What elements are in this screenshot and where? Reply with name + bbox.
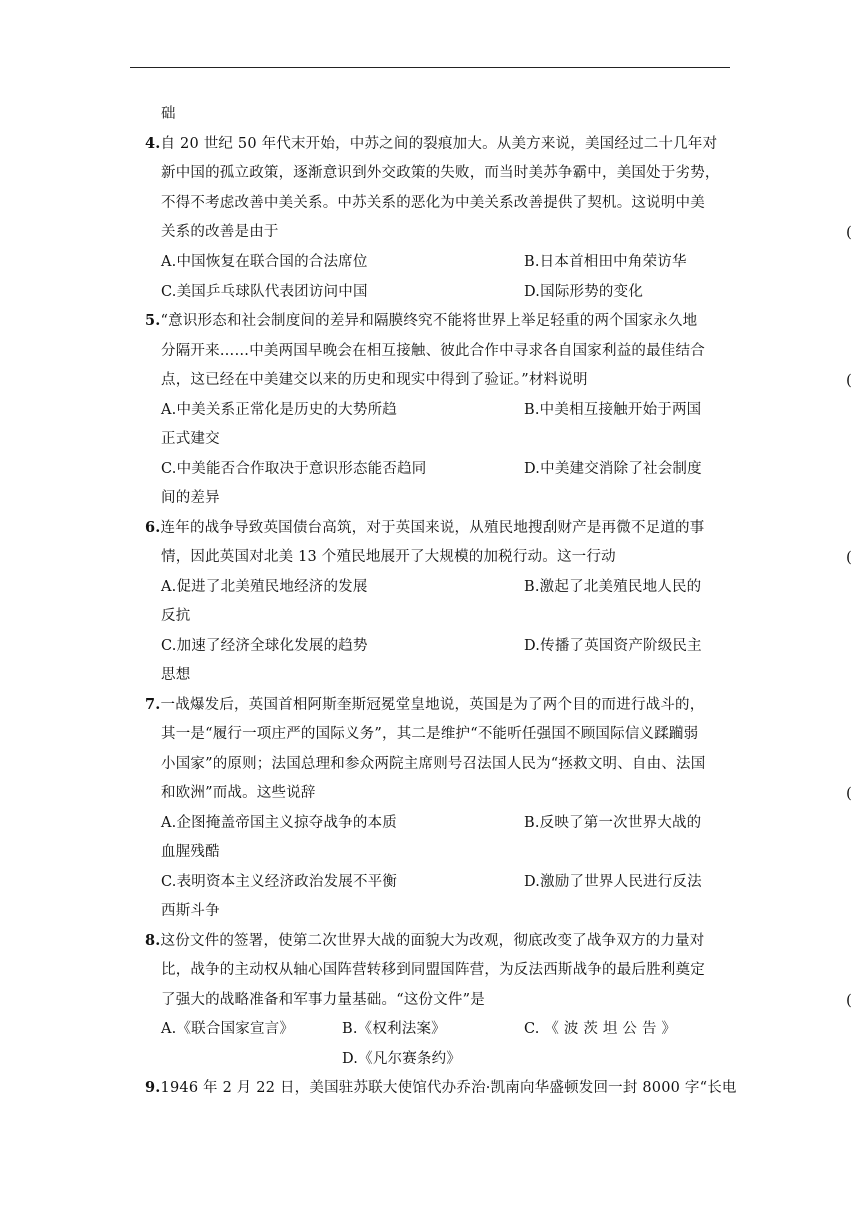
question-8-line-3: 了强大的战略准备和军事力量基础。“这份文件”是 — [161, 992, 485, 1008]
question-8-line-1: 8.这份文件的签署，使第二次世界大战的面貌大为改观，彻底改变了战争双方的力量对 — [145, 932, 705, 949]
question-number: 7. — [145, 696, 161, 713]
option-b: B.日本首相田中角荣访华 — [524, 254, 687, 270]
carry-over-text: 础 — [161, 106, 176, 122]
question-7-line-4: 和欧洲”而战。这些说辞 — [161, 785, 316, 801]
option-a: A.中美关系正常化是历史的大势所趋 — [161, 402, 397, 418]
option-a: A.《联合国家宣言》 — [161, 1021, 295, 1037]
option-d: D.激励了世界人民进行反法 — [524, 874, 702, 890]
option-d: D.《凡尔赛条约》 — [342, 1051, 462, 1067]
question-8-line-2: 比，战争的主动权从轴心国阵营转移到同盟国阵营，为反法西斯战争的最后胜利奠定 — [161, 962, 705, 978]
option-b: B.《权利法案》 — [342, 1021, 446, 1037]
option-a: A.企图掩盖帝国主义掠夺战争的本质 — [161, 815, 397, 831]
option-a: A.促进了北美殖民地经济的发展 — [161, 579, 368, 595]
question-4-line-1: 4.自 20 世纪 50 年代末开始，中苏之间的裂痕加大。从美方来说，美国经过二十几年对 — [145, 135, 718, 152]
option-b: B.激起了北美殖民地人民的 — [524, 579, 702, 595]
question-5-line-3: 点，这已经在中美建交以来的历史和现实中得到了验证。”材料说明 — [161, 372, 588, 388]
question-number: 4. — [145, 135, 161, 152]
option-d: D.中美建交消除了社会制度 — [524, 461, 702, 477]
option-d-wrap: 西斯斗争 — [161, 903, 220, 919]
question-number: 8. — [145, 932, 161, 949]
option-c: C. 《 波 茨 坦 公 告 》 — [524, 1021, 677, 1037]
question-number: 5. — [145, 312, 161, 329]
answer-paren: ( — [846, 548, 852, 566]
question-6-line-1: 6.连年的战争导致英国债台高筑，对于英国来说，从殖民地搜刮财产是再微不足道的事 — [145, 519, 705, 536]
option-a: A.中国恢复在联合国的合法席位 — [161, 254, 368, 270]
answer-paren: ( — [846, 784, 852, 802]
question-4-line-3: 不得不考虑改善中美关系。中苏关系的恶化为中美关系改善提供了契机。这说明中美 — [161, 195, 705, 211]
question-4-line-2: 新中国的孤立政策，逐渐意识到外交政策的失败，而当时美苏争霸中，美国处于劣势， — [161, 165, 720, 181]
option-c: C.表明资本主义经济政治发展不平衡 — [161, 874, 398, 890]
option-d-wrap: 思想 — [161, 667, 191, 683]
question-7-line-3: 小国家”的原则；法国总理和参众两院主席则号召法国人民为“拯救文明、自由、法国 — [161, 756, 706, 772]
option-b: B.反映了第一次世界大战的 — [524, 815, 702, 831]
option-b: B.中美相互接触开始于两国 — [524, 402, 702, 418]
option-b-wrap: 反抗 — [161, 608, 191, 624]
question-number: 9. — [145, 1079, 161, 1096]
question-5-line-1: 5.“意识形态和社会制度间的差异和隔膜终究不能将世界上举足轻重的两个国家永久地 — [145, 312, 698, 329]
question-5-line-2: 分隔开来……中美两国早晚会在相互接触、彼此合作中寻求各自国家利益的最佳结合 — [161, 343, 705, 359]
answer-paren: ( — [846, 991, 852, 1009]
question-9-line-1: 9.1946 年 2 月 22 日，美国驻苏联大使馆代办乔治·凯南向华盛顿发回一封 8000 字“长电 — [145, 1079, 737, 1096]
option-d: D.国际形势的变化 — [524, 284, 644, 300]
question-4-line-4: 关系的改善是由于 — [161, 224, 279, 240]
option-c: C.加速了经济全球化发展的趋势 — [161, 638, 368, 654]
option-d-wrap: 间的差异 — [161, 490, 220, 506]
answer-paren: ( — [846, 223, 852, 241]
option-c: C.中美能否合作取决于意识形态能否趋同 — [161, 461, 427, 477]
option-b-wrap: 血腥残酷 — [161, 844, 220, 860]
question-6-line-2: 情，因此英国对北美 13 个殖民地展开了大规模的加税行动。这一行动 — [161, 549, 616, 565]
question-7-line-1: 7.一战爆发后，英国首相阿斯奎斯冠冕堂皇地说，英国是为了两个目的而进行战斗的， — [145, 696, 705, 713]
option-d: D.传播了英国资产阶级民主 — [524, 638, 702, 654]
option-c: C.美国乒乓球队代表团访问中国 — [161, 284, 368, 300]
question-7-line-2: 其一是“履行一项庄严的国际义务”，其二是维护“不能听任强国不顾国际信义蹂躏弱 — [161, 726, 699, 742]
option-b-wrap: 正式建交 — [161, 431, 220, 447]
header-rule — [130, 67, 730, 68]
question-number: 6. — [145, 519, 161, 536]
answer-paren: ( — [846, 371, 852, 389]
